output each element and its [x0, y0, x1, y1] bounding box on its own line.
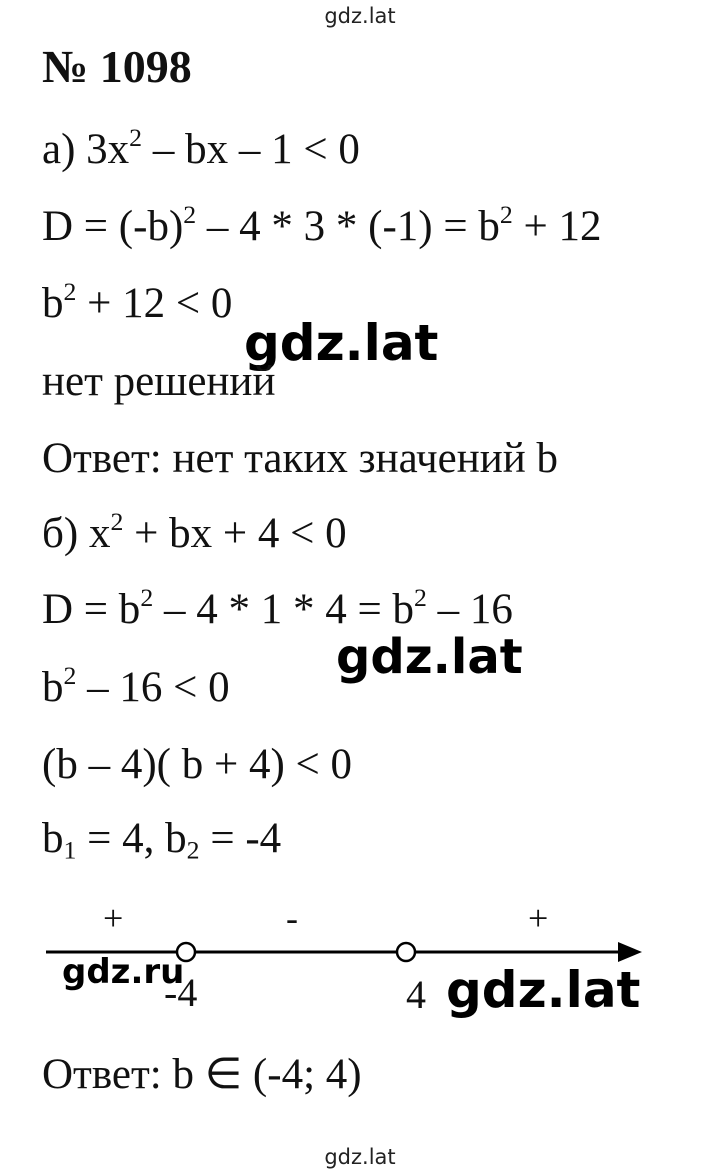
part-a-discriminant: $D = (-b)^2 - 4 * 3 * (-1) = b^2 + 12$	[42, 200, 602, 250]
part-b-discriminant: $D = b^2 - 4 * 1 * 4 = b^2 - 16$	[42, 583, 513, 633]
part-b-roots: $b_1 = 4$, $b_2 = -4$	[42, 815, 282, 865]
axis-arrow-icon	[618, 942, 642, 962]
sign-right-plus: +	[528, 898, 549, 938]
watermark-bottom: gdz.lat	[324, 1145, 396, 1169]
part-b-line-1: б) $x^2$ + bx + 4 < 0	[42, 507, 347, 557]
part-b-factored: (b – 4)( b + 4) < 0	[42, 741, 353, 788]
watermark-ru: gdz.ru	[62, 952, 185, 992]
part-a-line-1: а) $3x^2$ – bx – 1 < 0	[42, 123, 360, 173]
watermark-right: gdz.lat	[446, 961, 641, 1019]
point-label-left: -4	[164, 970, 198, 1015]
part-b-inequality: $b^2 - 16 < 0$	[42, 661, 230, 711]
watermark-mid-2: gdz.lat	[336, 629, 523, 685]
part-a-no-solutions: нет решений	[42, 358, 276, 405]
point-label-right: 4	[406, 972, 426, 1017]
part-a-inequality: $b^2 + 12 < 0$	[42, 277, 233, 327]
final-answer: Ответ: b ∈ (-4; 4)	[42, 1051, 362, 1098]
part-a-answer: Ответ: нет таких значений b	[42, 435, 559, 482]
watermark-top: gdz.lat	[324, 4, 396, 28]
sign-left-plus: +	[103, 898, 124, 938]
sign-middle-minus: -	[286, 898, 298, 938]
watermark-mid-1: gdz.lat	[244, 314, 439, 372]
open-point-right	[397, 943, 415, 961]
problem-number: № 1098	[42, 41, 192, 92]
